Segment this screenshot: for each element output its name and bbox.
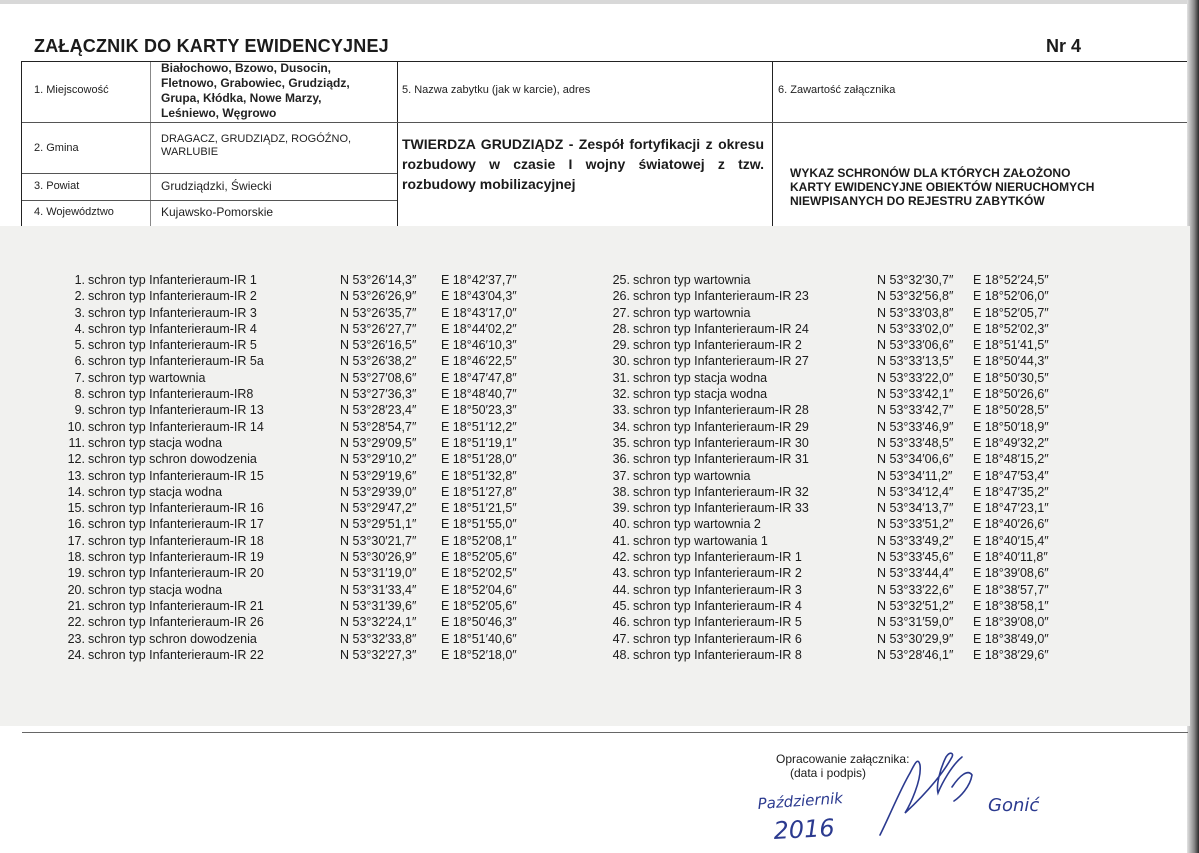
shelter-row <box>600 402 1160 418</box>
shelter-row <box>55 533 575 549</box>
handwritten-month: Październik <box>757 789 844 813</box>
miejscowosc-line: Grupa, Kłódka, Nowe Marzy, <box>161 91 322 105</box>
miejscowosc-line: Leśniewo, Węgrowo <box>161 106 277 120</box>
shelter-name: schron typ Infanterieraum-IR 28 <box>633 403 809 418</box>
shelter-latitude: N 53°29′51,1″ <box>340 517 417 532</box>
shelter-row <box>600 484 1160 500</box>
shelter-longitude: E 18°52′05,7″ <box>973 305 1049 320</box>
shelter-longitude: E 18°50′23,3″ <box>441 403 517 418</box>
signature-scribble <box>880 753 972 835</box>
shelter-name: schron typ wartownia <box>633 468 751 483</box>
shelter-number: 31. <box>612 370 630 385</box>
shelter-longitude: E 18°38′49,0″ <box>973 631 1049 646</box>
shelter-longitude: E 18°52′06,0″ <box>973 289 1049 304</box>
shelter-name: schron typ wartownia 2 <box>633 517 761 532</box>
shelter-latitude: N 53°29′19,6″ <box>340 468 417 483</box>
shelter-name: schron typ Infanterieraum-IR 6 <box>633 631 802 646</box>
shelter-name: schron typ Infanterieraum-IR 26 <box>88 615 264 630</box>
shelter-row <box>55 484 575 500</box>
shelter-row <box>55 451 575 467</box>
shelter-name: schron typ Infanterieraum-IR 3 <box>633 582 802 597</box>
shelter-number: 33. <box>612 403 630 418</box>
shelter-longitude: E 18°43′17,0″ <box>441 305 517 320</box>
shelter-name: schron typ Infanterieraum-IR 29 <box>633 419 809 434</box>
signature-area <box>740 735 1060 853</box>
shelter-latitude: N 53°31′39,6″ <box>340 598 417 613</box>
shelter-longitude: E 18°38′57,7″ <box>973 582 1049 597</box>
shelter-row <box>600 321 1160 337</box>
shelter-longitude: E 18°49′32,2″ <box>973 435 1049 450</box>
shelter-latitude: N 53°33′13,5″ <box>877 354 954 369</box>
shelter-longitude: E 18°51′27,8″ <box>441 484 517 499</box>
monument-name: TWIERDZA GRUDZIĄDZ - Zespół fortyfikacji z okresu rozbudowy w czasie I wojny światowej z tzw. rozbudowy mobilizacyjnej <box>402 136 764 192</box>
shelter-row <box>55 647 575 663</box>
shelter-row <box>600 598 1160 614</box>
shelter-latitude: N 53°31′19,0″ <box>340 566 417 581</box>
shelter-name: schron typ stacja wodna <box>633 370 768 385</box>
shelter-latitude: N 53°28′23,4″ <box>340 403 417 418</box>
shelter-name: schron typ Infanterieraum-IR 32 <box>633 484 809 499</box>
shelter-number: 44. <box>612 582 630 597</box>
shelter-longitude: E 18°39′08,0″ <box>973 615 1049 630</box>
shelter-longitude: E 18°50′18,9″ <box>973 419 1049 434</box>
shelter-number: 27. <box>612 305 630 320</box>
shelter-longitude: E 18°47′23,1″ <box>973 501 1049 516</box>
shelter-list-left <box>55 272 575 663</box>
shelter-longitude: E 18°51′32,8″ <box>441 468 517 483</box>
shelter-latitude: N 53°29′39,0″ <box>340 484 417 499</box>
shelter-longitude: E 18°48′40,7″ <box>441 387 517 402</box>
shelter-longitude: E 18°52′04,6″ <box>441 582 517 597</box>
shelter-longitude: E 18°46′10,3″ <box>441 338 517 353</box>
divider-row-3 <box>22 200 397 201</box>
zawartosc-line: KARTY EWIDENCYJNE OBIEKTÓW NIERUCHOMYCH <box>790 180 1095 194</box>
shelter-row <box>55 353 575 369</box>
shelter-number: 28. <box>612 321 630 336</box>
shelter-number: 35. <box>612 435 630 450</box>
shelter-row <box>600 370 1160 386</box>
shelter-number: 14. <box>67 484 85 499</box>
shelter-row <box>55 598 575 614</box>
shelter-latitude: N 53°26′35,7″ <box>340 305 417 320</box>
shelter-number: 17. <box>67 533 85 548</box>
shelter-number: 22. <box>67 615 85 630</box>
shelter-name: schron typ wartownia <box>633 305 751 320</box>
shelter-latitude: N 53°34′13,7″ <box>877 501 954 516</box>
document-title: ZAŁĄCZNIK DO KARTY EWIDENCYJNEJ <box>34 36 389 56</box>
shelter-longitude: E 18°52′18,0″ <box>441 647 517 662</box>
shelter-name: schron typ Infanterieraum-IR 21 <box>88 598 264 613</box>
shelter-name: schron typ schron dowodzenia <box>88 452 257 467</box>
shelter-latitude: N 53°31′59,0″ <box>877 615 954 630</box>
shelter-longitude: E 18°50′26,6″ <box>973 387 1049 402</box>
shelter-latitude: N 53°34′06,6″ <box>877 452 954 467</box>
shelter-longitude: E 18°51′41,5″ <box>973 338 1049 353</box>
shelter-name: schron typ Infanterieraum-IR 30 <box>633 435 809 450</box>
shelter-name: schron typ Infanterieraum-IR 14 <box>88 419 264 434</box>
shelter-number: 18. <box>67 550 85 565</box>
shelter-name: schron typ Infanterieraum-IR 22 <box>88 647 264 662</box>
divider-row-2 <box>22 173 397 174</box>
shelter-number: 48. <box>612 647 630 662</box>
shelter-number: 39. <box>612 501 630 516</box>
gmina-value <box>161 133 351 159</box>
shelter-latitude: N 53°33′49,2″ <box>877 533 954 548</box>
shelter-row <box>55 321 575 337</box>
zawartosc-label: 6. Zawartość załącznika <box>778 84 896 96</box>
shelter-number: 15. <box>67 501 85 516</box>
shelter-number: 41. <box>612 533 630 548</box>
wojewodztwo-value: Kujawsko-Pomorskie <box>161 205 274 219</box>
shelter-number: 46. <box>612 615 630 630</box>
shelter-latitude: N 53°34′12,4″ <box>877 484 954 499</box>
shelter-latitude: N 53°33′22,0″ <box>877 370 954 385</box>
footer-divider <box>22 732 1188 733</box>
shelter-longitude: E 18°51′40,6″ <box>441 631 517 646</box>
shelter-number: 32. <box>612 387 630 402</box>
shelter-name: schron typ Infanterieraum-IR 1 <box>88 273 257 287</box>
shelter-longitude: E 18°51′55,0″ <box>441 517 517 532</box>
shelter-number: 16. <box>67 517 85 532</box>
shelter-row <box>600 631 1160 647</box>
shelter-number: 23. <box>67 631 85 646</box>
shelter-number: 19. <box>67 566 85 581</box>
shelter-name: schron typ Infanterieraum-IR 8 <box>633 647 802 662</box>
shelter-row <box>55 419 575 435</box>
shelter-name: schron typ Infanterieraum-IR 20 <box>88 566 264 581</box>
shelter-latitude: N 53°29′47,2″ <box>340 501 417 516</box>
shelter-name: schron typ Infanterieraum-IR 15 <box>88 468 264 483</box>
shelter-latitude: N 53°32′24,1″ <box>340 615 417 630</box>
shelter-name: schron typ Infanterieraum-IR 13 <box>88 403 264 418</box>
shelter-latitude: N 53°28′54,7″ <box>340 419 417 434</box>
shelter-row <box>55 500 575 516</box>
shelter-name: schron typ Infanterieraum-IR 24 <box>633 321 809 336</box>
shelter-row <box>55 402 575 418</box>
shelter-name: schron typ Infanterieraum-IR 33 <box>633 501 809 516</box>
shelter-longitude: E 18°47′47,8″ <box>441 370 517 385</box>
shelter-number: 43. <box>612 566 630 581</box>
shelter-row <box>600 516 1160 532</box>
shelter-longitude: E 18°46′22,5″ <box>441 354 517 369</box>
shelter-name: schron typ schron dowodzenia <box>88 631 257 646</box>
shelter-row <box>55 370 575 386</box>
shelter-name: schron typ Infanterieraum-IR 5a <box>88 354 264 369</box>
shelter-latitude: N 53°31′33,4″ <box>340 582 417 597</box>
shelter-number: 25. <box>612 273 630 287</box>
shelter-name: schron typ Infanterieraum-IR 2 <box>88 289 257 304</box>
shelter-name: schron typ Infanterieraum-IR 1 <box>633 550 802 565</box>
shelter-latitude: N 53°26′26,9″ <box>340 289 417 304</box>
shelter-name: schron typ wartownia <box>88 370 206 385</box>
shelter-number: 9. <box>74 403 85 418</box>
shelter-longitude: E 18°52′05,6″ <box>441 550 517 565</box>
shelter-number: 13. <box>67 468 85 483</box>
shelter-longitude: E 18°50′46,3″ <box>441 615 517 630</box>
shelter-latitude: N 53°26′16,5″ <box>340 338 417 353</box>
shelter-number: 34. <box>612 419 630 434</box>
shelter-row <box>55 386 575 402</box>
shelter-name: schron typ Infanterieraum-IR 18 <box>88 533 264 548</box>
divider-col-1 <box>150 62 151 227</box>
shelter-latitude: N 53°29′09,5″ <box>340 435 417 450</box>
shelter-name: schron typ Infanterieraum-IR 5 <box>633 615 802 630</box>
shelter-number: 42. <box>612 550 630 565</box>
shelter-latitude: N 53°26′14,3″ <box>340 273 417 287</box>
shelter-row <box>600 272 1160 288</box>
shelter-number: 7. <box>74 370 85 385</box>
shelter-row <box>600 500 1160 516</box>
shelter-name: schron typ Infanterieraum-IR 31 <box>633 452 809 467</box>
miejscowosc-line: Fletnowo, Grabowiec, Grudziądz, <box>161 76 350 90</box>
shelter-name: schron typ Infanterieraum-IR 19 <box>88 550 264 565</box>
shelter-number: 29. <box>612 338 630 353</box>
shelter-latitude: N 53°27′08,6″ <box>340 370 417 385</box>
shelter-latitude: N 53°34′11,2″ <box>877 468 953 483</box>
shelter-name: schron typ wartownia <box>633 273 751 287</box>
shelter-number: 10. <box>67 419 85 434</box>
shelter-row <box>600 533 1160 549</box>
shelter-name: schron typ stacja wodna <box>88 582 223 597</box>
shelter-latitude: N 53°30′29,9″ <box>877 631 954 646</box>
prepared-label: Opracowanie załącznika: <box>776 752 910 766</box>
shelter-longitude: E 18°47′35,2″ <box>973 484 1049 499</box>
shelter-latitude: N 53°27′36,3″ <box>340 387 417 402</box>
shelter-latitude: N 53°33′42,7″ <box>877 403 954 418</box>
shelter-row <box>600 353 1160 369</box>
shelter-latitude: N 53°33′06,6″ <box>877 338 954 353</box>
shelter-number: 12. <box>67 452 85 467</box>
shelter-name: schron typ Infanterieraum-IR 2 <box>633 566 802 581</box>
shelter-row <box>55 549 575 565</box>
shelter-row <box>600 337 1160 353</box>
gmina-line: DRAGACZ, GRUDZIĄDZ, ROGÓŹNO, <box>161 133 352 145</box>
scan-edge-top <box>0 0 1199 4</box>
shelter-row <box>600 468 1160 484</box>
shelter-latitude: N 53°33′03,8″ <box>877 305 954 320</box>
shelter-name: schron typ stacja wodna <box>88 435 223 450</box>
shelter-longitude: E 18°42′37,7″ <box>441 273 517 287</box>
shelter-number: 30. <box>612 354 630 369</box>
shelter-list-right <box>600 272 1160 663</box>
shelter-name: schron typ stacja wodna <box>633 387 768 402</box>
shelter-latitude: N 53°26′27,7″ <box>340 321 417 336</box>
divider-col-2 <box>397 62 398 227</box>
shelter-longitude: E 18°52′02,3″ <box>973 321 1049 336</box>
shelter-latitude: N 53°33′44,4″ <box>877 566 954 581</box>
shelter-longitude: E 18°47′53,4″ <box>973 468 1049 483</box>
shelter-latitude: N 53°33′42,1″ <box>877 387 954 402</box>
shelter-number: 47. <box>612 631 630 646</box>
shelter-number: 24. <box>67 647 85 662</box>
shelter-name: schron typ Infanterieraum-IR 3 <box>88 305 257 320</box>
shelter-row <box>600 614 1160 630</box>
shelter-latitude: N 53°32′56,8″ <box>877 289 954 304</box>
shelter-latitude: N 53°33′48,5″ <box>877 435 954 450</box>
shelter-number: 3. <box>74 305 85 320</box>
shelter-row <box>55 288 575 304</box>
shelter-number: 38. <box>612 484 630 499</box>
shelter-longitude: E 18°51′12,2″ <box>441 419 517 434</box>
shelter-row <box>55 337 575 353</box>
shelter-number: 1. <box>74 273 85 287</box>
shelter-longitude: E 18°51′21,5″ <box>441 501 517 516</box>
shelter-longitude: E 18°38′29,6″ <box>973 647 1049 662</box>
shelter-latitude: N 53°33′45,6″ <box>877 550 954 565</box>
shelter-number: 8. <box>74 387 85 402</box>
zawartosc-line: NIEWPISANYCH DO REJESTRU ZABYTKÓW <box>790 194 1045 208</box>
shelter-number: 45. <box>612 598 630 613</box>
shelter-row <box>600 451 1160 467</box>
shelter-latitude: N 53°29′10,2″ <box>340 452 417 467</box>
shelter-number: 11. <box>68 435 85 450</box>
shelter-row <box>600 565 1160 581</box>
shelter-longitude: E 18°40′26,6″ <box>973 517 1049 532</box>
miejscowosc-label: 1. Miejscowość <box>34 84 109 96</box>
miejscowosc-line: Białochowo, Bzowo, Dusocin, <box>161 61 332 75</box>
powiat-value: Grudziądzki, Świecki <box>161 179 272 193</box>
shelter-row <box>55 582 575 598</box>
shelter-row <box>55 631 575 647</box>
shelter-longitude: E 18°39′08,6″ <box>973 566 1049 581</box>
shelter-name: schron typ Infanterieraum-IR 17 <box>88 517 264 532</box>
shelter-name: schron typ Infanterieraum-IR 27 <box>633 354 809 369</box>
shelter-row <box>55 516 575 532</box>
shelter-number: 20. <box>67 582 85 597</box>
shelter-number: 2. <box>74 289 85 304</box>
handwritten-year: 2016 <box>772 813 836 845</box>
shelter-latitude: N 53°28′46,1″ <box>877 647 954 662</box>
divider-row-1 <box>22 122 397 123</box>
shelter-latitude: N 53°32′51,2″ <box>877 598 954 613</box>
shelter-longitude: E 18°52′08,1″ <box>441 533 517 548</box>
shelter-row <box>600 419 1160 435</box>
shelter-row <box>600 549 1160 565</box>
attachment-number: Nr 4 <box>1046 36 1082 56</box>
shelter-longitude: E 18°50′28,5″ <box>973 403 1049 418</box>
shelter-longitude: E 18°52′24,5″ <box>973 273 1049 287</box>
shelter-row <box>600 386 1160 402</box>
miejscowosc-value <box>161 61 350 121</box>
shelter-name: schron typ Infanterieraum-IR 23 <box>633 289 809 304</box>
shelter-name: schron typ stacja wodna <box>88 484 223 499</box>
shelter-row <box>55 272 575 288</box>
shelter-latitude: N 53°30′26,9″ <box>340 550 417 565</box>
shelter-longitude: E 18°43′04,3″ <box>441 289 517 304</box>
shelter-name: schron typ Infanterieraum-IR 4 <box>88 321 257 336</box>
shelter-latitude: N 53°32′30,7″ <box>877 273 954 287</box>
shelter-row <box>55 305 575 321</box>
shelter-row <box>55 565 575 581</box>
prepared-sublabel: (data i podpis) <box>790 766 867 780</box>
shelter-longitude: E 18°52′05,6″ <box>441 598 517 613</box>
shelter-row <box>600 582 1160 598</box>
shelter-latitude: N 53°32′27,3″ <box>340 647 417 662</box>
shelter-longitude: E 18°50′30,5″ <box>973 370 1049 385</box>
shelter-latitude: N 53°33′02,0″ <box>877 321 954 336</box>
shelter-longitude: E 18°44′02,2″ <box>441 321 517 336</box>
zawartosc-value <box>790 166 1170 208</box>
shelter-longitude: E 18°48′15,2″ <box>973 452 1049 467</box>
shelter-longitude: E 18°38′58,1″ <box>973 598 1049 613</box>
shelter-name: schron typ wartowania 1 <box>633 533 768 548</box>
shelter-number: 5. <box>74 338 85 353</box>
shelter-name: schron typ Infanterieraum-IR8 <box>88 387 254 402</box>
gmina-line: WARLUBIE <box>161 146 219 158</box>
shelter-longitude: E 18°40′15,4″ <box>973 533 1049 548</box>
shelter-longitude: E 18°51′19,1″ <box>441 435 517 450</box>
shelter-number: 26. <box>612 289 630 304</box>
shelter-name: schron typ Infanterieraum-IR 4 <box>633 598 802 613</box>
zawartosc-line: WYKAZ SCHRONÓW DLA KTÓRYCH ZAŁOŻONO <box>790 166 1071 180</box>
shelter-latitude: N 53°33′46,9″ <box>877 419 954 434</box>
divider-col-3 <box>772 62 773 227</box>
shelter-latitude: N 53°32′33,8″ <box>340 631 417 646</box>
shelter-row <box>600 288 1160 304</box>
gmina-label: 2. Gmina <box>34 142 79 154</box>
shelter-row <box>55 614 575 630</box>
shelter-longitude: E 18°51′28,0″ <box>441 452 517 467</box>
signature-name: Gonić <box>988 795 1040 816</box>
shelter-name: schron typ Infanterieraum-IR 5 <box>88 338 257 353</box>
shelter-number: 36. <box>612 452 630 467</box>
shelter-number: 6. <box>74 354 85 369</box>
powiat-label: 3. Powiat <box>34 180 80 192</box>
shelter-row <box>55 435 575 451</box>
shelter-number: 21. <box>67 598 85 613</box>
wojewodztwo-label: 4. Województwo <box>34 206 114 218</box>
shelter-longitude: E 18°52′02,5″ <box>441 566 517 581</box>
shelter-longitude: E 18°50′44,3″ <box>973 354 1049 369</box>
shelter-row <box>600 305 1160 321</box>
shelter-row <box>55 468 575 484</box>
shelter-number: 37. <box>612 468 630 483</box>
shelter-latitude: N 53°30′21,7″ <box>340 533 417 548</box>
shelter-row <box>600 435 1160 451</box>
shelter-name: schron typ Infanterieraum-IR 16 <box>88 501 264 516</box>
shelter-row <box>600 647 1160 663</box>
shelter-name: schron typ Infanterieraum-IR 2 <box>633 338 802 353</box>
nazwa-label: 5. Nazwa zabytku (jak w karcie), adres <box>402 84 591 96</box>
shelter-latitude: N 53°26′38,2″ <box>340 354 417 369</box>
shelter-latitude: N 53°33′22,6″ <box>877 582 954 597</box>
shelter-longitude: E 18°40′11,8″ <box>973 550 1048 565</box>
divider-row-1b <box>397 122 1187 123</box>
shelter-number: 4. <box>74 321 85 336</box>
shelter-number: 40. <box>612 517 630 532</box>
shelter-latitude: N 53°33′51,2″ <box>877 517 954 532</box>
